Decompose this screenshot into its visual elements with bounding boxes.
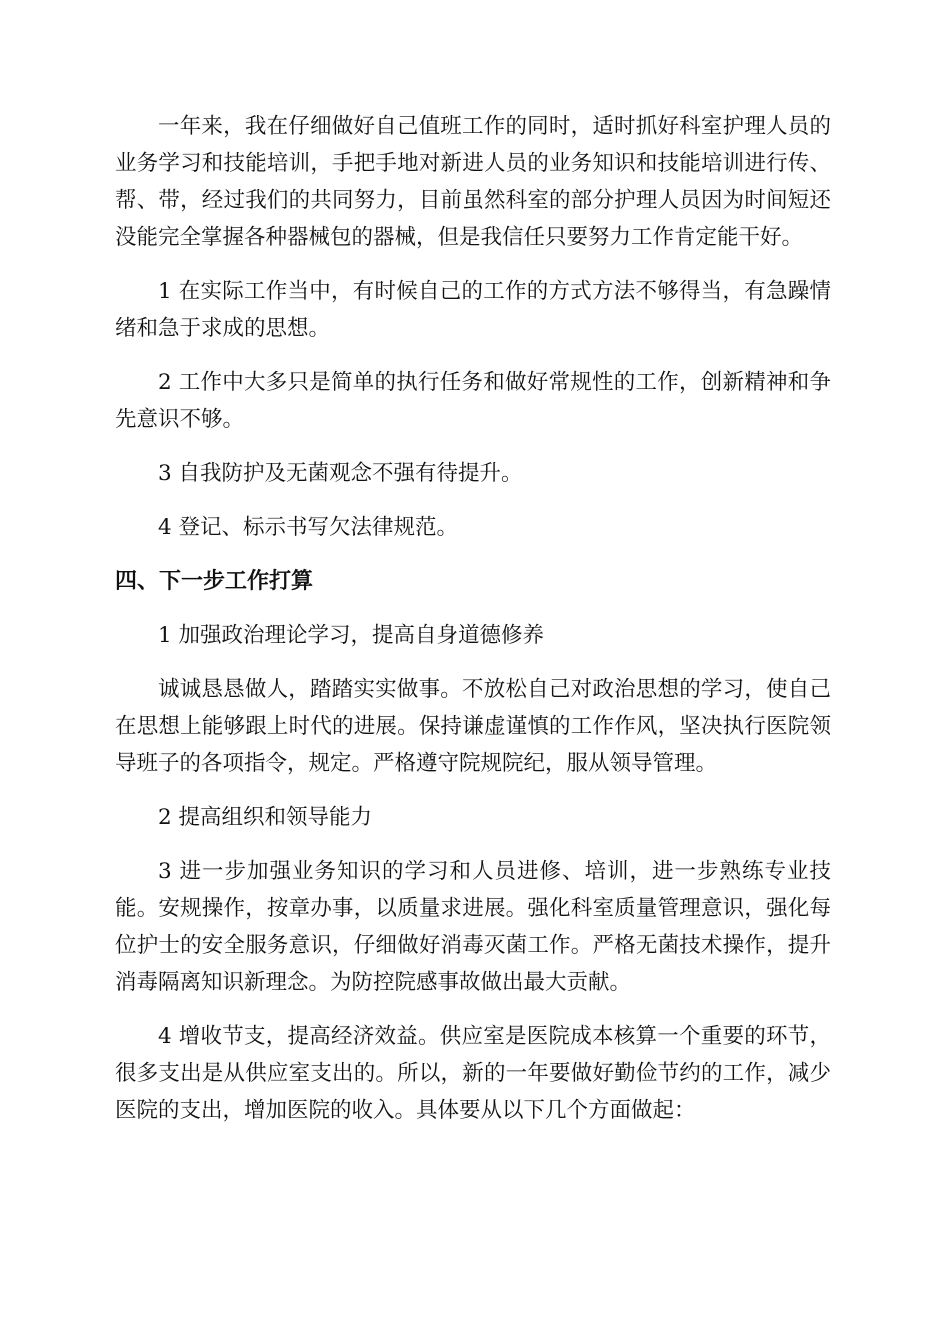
plan-3-body: 3 进一步加强业务知识的学习和人员进修、培训，进一步熟练专业技能。安规操作，按章办事，以质量求进展。强化科室质量管理意识，强化每位护士的安全服务意识，仔细做好消毒灭菌工作。严格无菌技术操作，提升消毒隔离知识新理念。为防控院感事故做出最大贡献。 bbox=[115, 859, 831, 995]
plan-1-body: 诚诚恳恳做人，踏踏实实做事。不放松自己对政治思想的学习，使自己在思想上能够跟上时代的进展。保持谦虚谨慎的工作作风，坚决执行医院领导班子的各项指令，规定。严格遵守院规院纪，服从领导管理。 bbox=[115, 677, 831, 776]
plan-1-title: 1 加强政治理论学习，提高自身道德修养 bbox=[158, 623, 545, 648]
plan-4-body: 4 增收节支，提高经济效益。供应室是医院成本核算一个重要的环节，很多支出是从供应室支出的。所以，新的一年要做好勤俭节约的工作，减少医院的支出，增加医院的收入。具体要从以下几个方面做起： bbox=[115, 1024, 831, 1123]
section-heading: 四、下一步工作打算 bbox=[115, 569, 314, 594]
intro-paragraph: 一年来，我在仔细做好自己值班工作的同时，适时抓好科室护理人员的业务学习和技能培训，手把手地对新进人员的业务知识和技能培训进行传、帮、带，经过我们的共同努力，目前虽然科室的部分护理人员因为时间短还没能完全掌握各种器械包的器械，但是我信任只要努力工作肯定能干好。 bbox=[115, 114, 831, 250]
issue-item-3: 3 自我防护及无菌观念不强有待提升。 bbox=[158, 461, 523, 486]
document-page bbox=[115, 108, 831, 1146]
issue-item-1: 1 在实际工作当中，有时候自己的工作的方式方法不够得当，有急躁情绪和急于求成的思想。 bbox=[115, 279, 831, 341]
issue-item-4: 4 登记、标示书写欠法律规范。 bbox=[158, 515, 459, 540]
plan-2-title: 2 提高组织和领导能力 bbox=[158, 805, 373, 830]
issue-item-2: 2 工作中大多只是简单的执行任务和做好常规性的工作，创新精神和争先意识不够。 bbox=[115, 370, 831, 432]
